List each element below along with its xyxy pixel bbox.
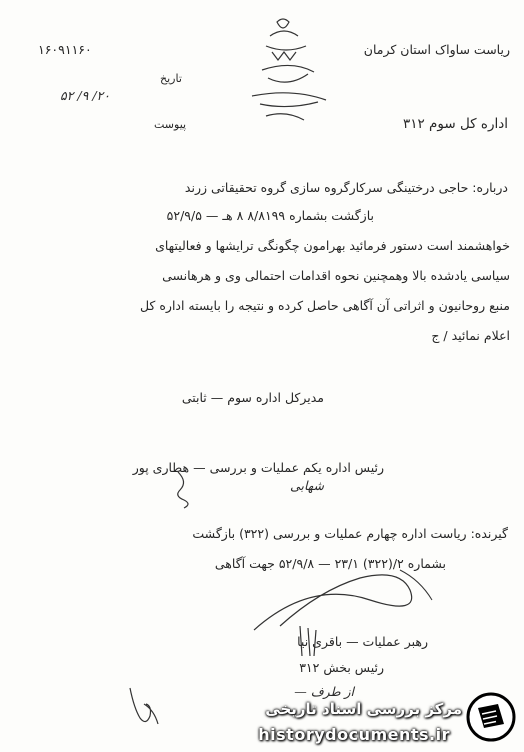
handwritten-initials xyxy=(124,684,164,730)
recipient-line-2: بشماره ۲/(۳۲۲) ۲۳/۱ — ۵۲/۹/۸ جهت آگاهی xyxy=(214,556,446,571)
subject-line: درباره: حاجی درختینگی سرکارگروه سازی گروه تحقیقاتی زرند xyxy=(184,180,508,195)
bottom-line-3: از طرف — xyxy=(294,684,354,699)
header-date-value: ۲۰/ ۹/ ۵۲ xyxy=(60,88,110,103)
bottom-line-2: رئیس بخش ۳۱۲ xyxy=(299,660,384,675)
header-attachment-label: پیوست xyxy=(154,118,187,131)
recipient-line-1: گیرنده: ریاست اداره چهارم عملیات و بررسی (۳۲۲) بازگشت xyxy=(192,526,508,541)
archive-watermark xyxy=(224,682,524,752)
handwritten-mark xyxy=(294,622,334,662)
watermark-title: مرکز بررسی اسناد تاریخی xyxy=(265,700,462,718)
ministry-seal xyxy=(232,12,340,132)
header-org: ریاست ساواک استان کرمان xyxy=(363,42,510,57)
copy-note-signature: شهابی xyxy=(290,478,324,493)
header-doc-number: ۱۶۰۹۱۱۶۰ xyxy=(38,42,92,57)
body-line-4: اعلام نمائید / ج xyxy=(431,328,510,343)
header-date-label: تاریخ xyxy=(160,72,182,85)
copy-note-line: رئیس اداره یکم عملیات و بررسی — هطاری پور xyxy=(132,460,384,475)
bottom-line-1: رهبر عملیات — باقری نیا xyxy=(297,634,428,649)
body-line-3: منبع روحانیون و اثراتی آن آگاهی حاصل کرده و نتیجه را بایسته اداره کل xyxy=(139,298,510,313)
archive-logo-icon xyxy=(466,690,516,744)
body-line-2: سیاسی یادشده بالا وهمچنین نحوه اقدامات احتمالی وی و هرهانسی xyxy=(162,268,510,283)
watermark-url: historydocuments.ir xyxy=(258,725,450,744)
body-line-1: خواهشمند است دستور فرمائید بهرامون چگونگی ترایشها و فعالیتهای xyxy=(155,238,510,253)
handwritten-squiggle xyxy=(170,470,200,510)
director-signature: مدیرکل اداره سوم — ثابتی xyxy=(181,390,324,405)
header-department: اداره کل سوم ۳۱۲ xyxy=(402,116,508,132)
reference-line: بازگشت بشماره ۸/۸۱۹۹ ۸ هـ — ۵۲/۹/۵ xyxy=(166,208,374,223)
